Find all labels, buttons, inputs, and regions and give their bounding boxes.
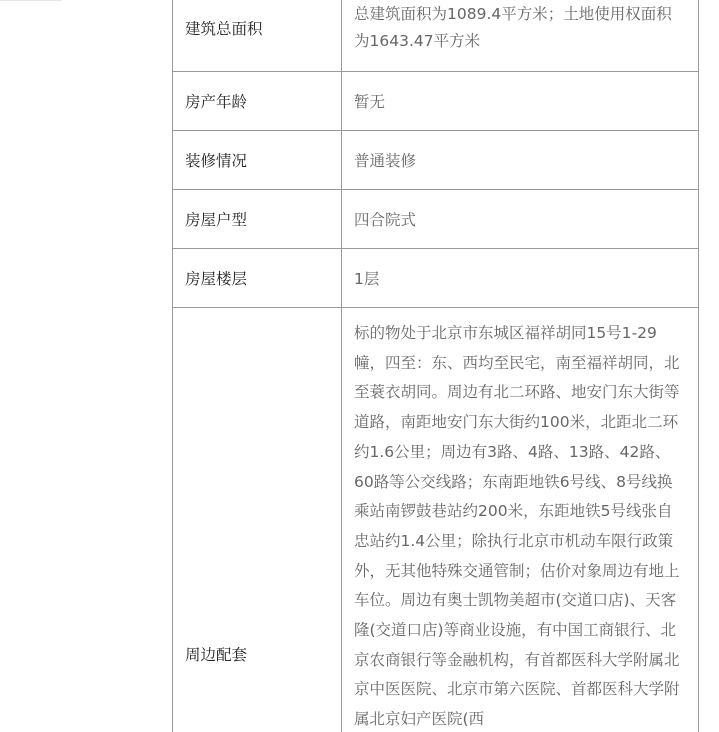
row-value: 暂无 (342, 72, 699, 131)
row-label: 房产年龄 (173, 72, 342, 131)
table-row-building-area (173, 0, 699, 72)
table-row-decoration (173, 131, 699, 190)
row-label: 房屋户型 (173, 190, 342, 249)
table-row-house-type (173, 190, 699, 249)
row-value: 1层 (342, 249, 699, 308)
divider (0, 0, 62, 1)
table-row-floor (173, 249, 699, 308)
row-label: 房屋楼层 (173, 249, 342, 308)
row-value: 标的物处于北京市东城区福祥胡同15号1-29幢，四至：东、西均至民宅，南至福祥胡同，北至蓑衣胡同。周边有北二环路、地安门东大街等道路，南距地安门东大街约100米，北距北二环约1.6公里；周边有3路、4路、13路、42路、60路等公交线路；东南距地铁6号线、8号线换乘站南锣鼓巷站约200米，东距地铁5号线张自忠站约1.4公里；除执行北京市机动车限行政策外，无其他特殊交通管制；估价对象周边有地上车位。周边有奥士凯物美超市(交道口店)、天客隆(交道口店)等商业设施，有中国工商银行、北京农商银行等金融机构，有首都医科大学附属北京中医医院、北京市第六医院、首都医科大学附属北京妇产医院(西 (342, 308, 699, 732)
row-value: 总建筑面积为1089.4平方米；土地使用权面积为1643.47平方米 (342, 0, 699, 72)
row-value: 四合院式 (342, 190, 699, 249)
row-label: 建筑总面积 (173, 0, 342, 72)
table-row-surroundings (173, 308, 699, 732)
table-row-property-age (173, 72, 699, 131)
row-value: 普通装修 (342, 131, 699, 190)
row-label: 周边配套 (173, 308, 342, 732)
property-info-table (172, 0, 699, 732)
row-label: 装修情况 (173, 131, 342, 190)
